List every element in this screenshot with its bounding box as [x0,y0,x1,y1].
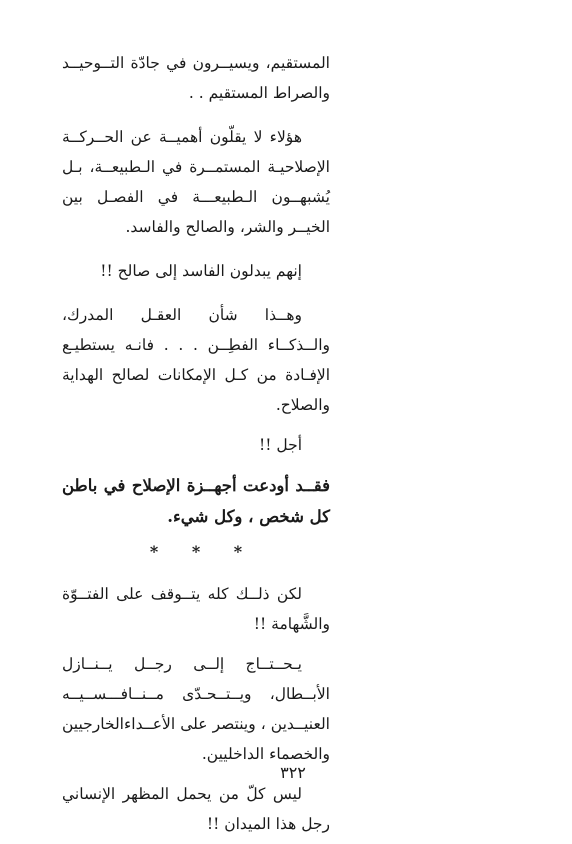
section-separator: * * * [149,542,257,561]
paragraph-9: ليس كلّ من يحمل المظهر الإنساني رجل هذا الميدان !! [62,785,330,833]
paragraph-1: المستقيم، ويسيــرون في جادّة التــوحيــد والصراط المستقيم . . [62,54,330,102]
page-number-text: ٣٢٢ [280,763,306,782]
paragraph-7: لكن ذلــك كله يتــوقف على الفتــوّة والشَّهامة !! [62,585,330,633]
paragraph-2: هؤلاء لا يقلّون أهميــة عن الحــركــة الإصلاحيـة المستمــرة في الـطبيعــة، بـل يُشبهــون الـطبيعـــة في الفصـل بين الخيــر والشر، والصالح والفاسد. [62,128,330,236]
paragraph-5: أجل !! [258,436,302,454]
page-number [0,763,572,782]
text-column [62,48,330,839]
paragraph-3: إنهم يبدلون الفاسد إلى صالح !! [100,262,302,280]
paragraph-8: يـحــتــاج إلــى رجــل يــنــازل الأبــطال، ويــتــحـدّى مــنــافـــســيــه العنيــدين ، وينتصر على الأعــداءالخارجيين والخصماء الداخليين. [62,655,330,763]
paragraph-4: وهــذا شأن العقـل المدرك، والــذكــاء الفطِــن . . . فانـه يستطيـع الإفـادة من كـل الإمكانات لصالح الهداية والصلاح. [62,306,330,414]
paragraph-6-bold: فقــد أودعت أجهــزة الإصلاح في باطن كل شخص ، وكل شيء. [62,476,330,526]
